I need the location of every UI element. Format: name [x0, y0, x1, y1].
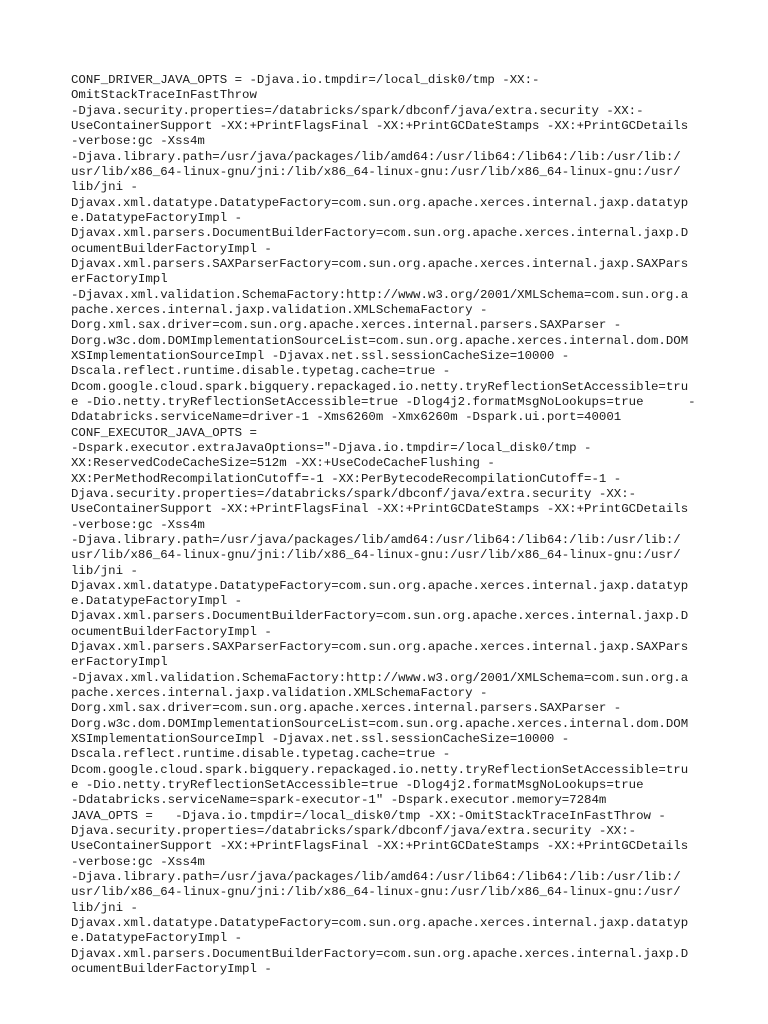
config-line: -verbose:gc -Xss4m [71, 134, 205, 149]
config-text-block [71, 73, 711, 977]
config-line: Dscala.reflect.runtime.disable.typetag.cache=true - [71, 747, 451, 762]
config-line: lib/jni - [71, 900, 138, 915]
config-line: -Ddatabricks.serviceName=spark-executor-1" -Dspark.executor.memory=7284m [71, 793, 607, 808]
config-line: Djavax.xml.parsers.DocumentBuilderFactory=com.sun.org.apache.xerces.internal.jaxp.D [71, 226, 689, 241]
config-line: -verbose:gc -Xss4m [71, 854, 205, 869]
config-line: -Djava.library.path=/usr/java/packages/lib/amd64:/usr/lib64:/lib64:/lib:/usr/lib:/ [71, 532, 681, 547]
config-line: OmitStackTraceInFastThrow [71, 88, 257, 103]
config-line: Dorg.xml.sax.driver=com.sun.org.apache.xerces.internal.parsers.SAXParser - [71, 318, 622, 333]
config-line: Dorg.w3c.dom.DOMImplementationSourceList=com.sun.org.apache.xerces.internal.dom.DOM [71, 716, 689, 731]
config-line: ocumentBuilderFactoryImpl - [71, 962, 272, 977]
config-line: Djavax.xml.datatype.DatatypeFactory=com.sun.org.apache.xerces.internal.jaxp.datatyp [71, 916, 689, 931]
config-line: UseContainerSupport -XX:+PrintFlagsFinal -XX:+PrintGCDateStamps -XX:+PrintGCDetails [71, 502, 689, 517]
config-line: -Djavax.xml.validation.SchemaFactory:http://www.w3.org/2001/XMLSchema=com.sun.org.a [71, 287, 689, 302]
config-line: e.DatatypeFactoryImpl - [71, 210, 243, 225]
config-line: usr/lib/x86_64-linux-gnu/jni:/lib/x86_64-linux-gnu:/usr/lib/x86_64-linux-gnu:/usr/ [71, 548, 681, 563]
config-line: -Djava.security.properties=/databricks/spark/dbconf/java/extra.security -XX:- [71, 103, 644, 118]
config-line: Djavax.xml.datatype.DatatypeFactory=com.sun.org.apache.xerces.internal.jaxp.datatyp [71, 578, 689, 593]
config-line: Dorg.xml.sax.driver=com.sun.org.apache.xerces.internal.parsers.SAXParser - [71, 701, 622, 716]
config-line: JAVA_OPTS = -Djava.io.tmpdir=/local_disk0/tmp -XX:-OmitStackTraceInFastThrow - [71, 808, 666, 823]
config-line: Djavax.xml.parsers.DocumentBuilderFactory=com.sun.org.apache.xerces.internal.jaxp.D [71, 946, 689, 961]
config-line: e -Dio.netty.tryReflectionSetAccessible=true -Dlog4j2.formatMsgNoLookups=true [71, 778, 644, 793]
config-line: Dscala.reflect.runtime.disable.typetag.cache=true - [71, 364, 451, 379]
config-line: Djavax.xml.parsers.SAXParserFactory=com.sun.org.apache.xerces.internal.jaxp.SAXPars [71, 640, 689, 655]
config-line: Djava.security.properties=/databricks/spark/dbconf/java/extra.security -XX:- [71, 486, 637, 501]
config-line: -verbose:gc -Xss4m [71, 517, 205, 532]
config-line: Ddatabricks.serviceName=driver-1 -Xms6260m -Xmx6260m -Dspark.ui.port=40001 [71, 410, 622, 425]
config-line: e -Dio.netty.tryReflectionSetAccessible=true -Dlog4j2.formatMsgNoLookups=true - [71, 394, 696, 409]
config-line: erFactoryImpl [71, 272, 168, 287]
config-line: Djavax.xml.parsers.DocumentBuilderFactory=com.sun.org.apache.xerces.internal.jaxp.D [71, 609, 689, 624]
config-line: pache.xerces.internal.jaxp.validation.XMLSchemaFactory - [71, 302, 488, 317]
config-line: -Djavax.xml.validation.SchemaFactory:http://www.w3.org/2001/XMLSchema=com.sun.org.a [71, 670, 689, 685]
config-line: UseContainerSupport -XX:+PrintFlagsFinal -XX:+PrintGCDateStamps -XX:+PrintGCDetails [71, 839, 689, 854]
config-line: ocumentBuilderFactoryImpl - [71, 241, 272, 256]
config-line: usr/lib/x86_64-linux-gnu/jni:/lib/x86_64-linux-gnu:/usr/lib/x86_64-linux-gnu:/usr/ [71, 164, 681, 179]
config-line: erFactoryImpl [71, 655, 168, 670]
config-line: CONF_EXECUTOR_JAVA_OPTS = [71, 425, 257, 440]
config-line: UseContainerSupport -XX:+PrintFlagsFinal -XX:+PrintGCDateStamps -XX:+PrintGCDetails [71, 118, 689, 133]
config-line: Dcom.google.cloud.spark.bigquery.repackaged.io.netty.tryReflectionSetAccessible=tru [71, 762, 689, 777]
config-line: pache.xerces.internal.jaxp.validation.XMLSchemaFactory - [71, 686, 488, 701]
config-line: ocumentBuilderFactoryImpl - [71, 624, 272, 639]
config-line: e.DatatypeFactoryImpl - [71, 931, 243, 946]
config-line: usr/lib/x86_64-linux-gnu/jni:/lib/x86_64-linux-gnu:/usr/lib/x86_64-linux-gnu:/usr/ [71, 885, 681, 900]
config-line: Dorg.w3c.dom.DOMImplementationSourceList=com.sun.org.apache.xerces.internal.dom.DOM [71, 333, 689, 348]
config-line: -Dspark.executor.extraJavaOptions="-Djava.io.tmpdir=/local_disk0/tmp - [71, 440, 592, 455]
config-line: Djavax.xml.parsers.SAXParserFactory=com.sun.org.apache.xerces.internal.jaxp.SAXPars [71, 256, 689, 271]
config-line: CONF_DRIVER_JAVA_OPTS = -Djava.io.tmpdir=/local_disk0/tmp -XX:- [71, 73, 540, 87]
config-line: -Djava.library.path=/usr/java/packages/lib/amd64:/usr/lib64:/lib64:/lib:/usr/lib:/ [71, 149, 681, 164]
config-line: -Djava.library.path=/usr/java/packages/lib/amd64:/usr/lib64:/lib64:/lib:/usr/lib:/ [71, 870, 681, 885]
config-line: lib/jni - [71, 180, 138, 195]
config-line: lib/jni - [71, 563, 138, 578]
config-line: Djava.security.properties=/databricks/spark/dbconf/java/extra.security -XX:- [71, 824, 637, 839]
config-line: Dcom.google.cloud.spark.bigquery.repackaged.io.netty.tryReflectionSetAccessible=tru [71, 379, 689, 394]
config-line: XX:PerMethodRecompilationCutoff=-1 -XX:PerBytecodeRecompilationCutoff=-1 - [71, 471, 622, 486]
config-line: XSImplementationSourceImpl -Djavax.net.ssl.sessionCacheSize=10000 - [71, 348, 570, 363]
config-line: e.DatatypeFactoryImpl - [71, 594, 243, 609]
config-line: XX:ReservedCodeCacheSize=512m -XX:+UseCodeCacheFlushing - [71, 456, 495, 471]
config-line: XSImplementationSourceImpl -Djavax.net.ssl.sessionCacheSize=10000 - [71, 732, 570, 747]
config-line: Djavax.xml.datatype.DatatypeFactory=com.sun.org.apache.xerces.internal.jaxp.datatyp [71, 195, 689, 210]
